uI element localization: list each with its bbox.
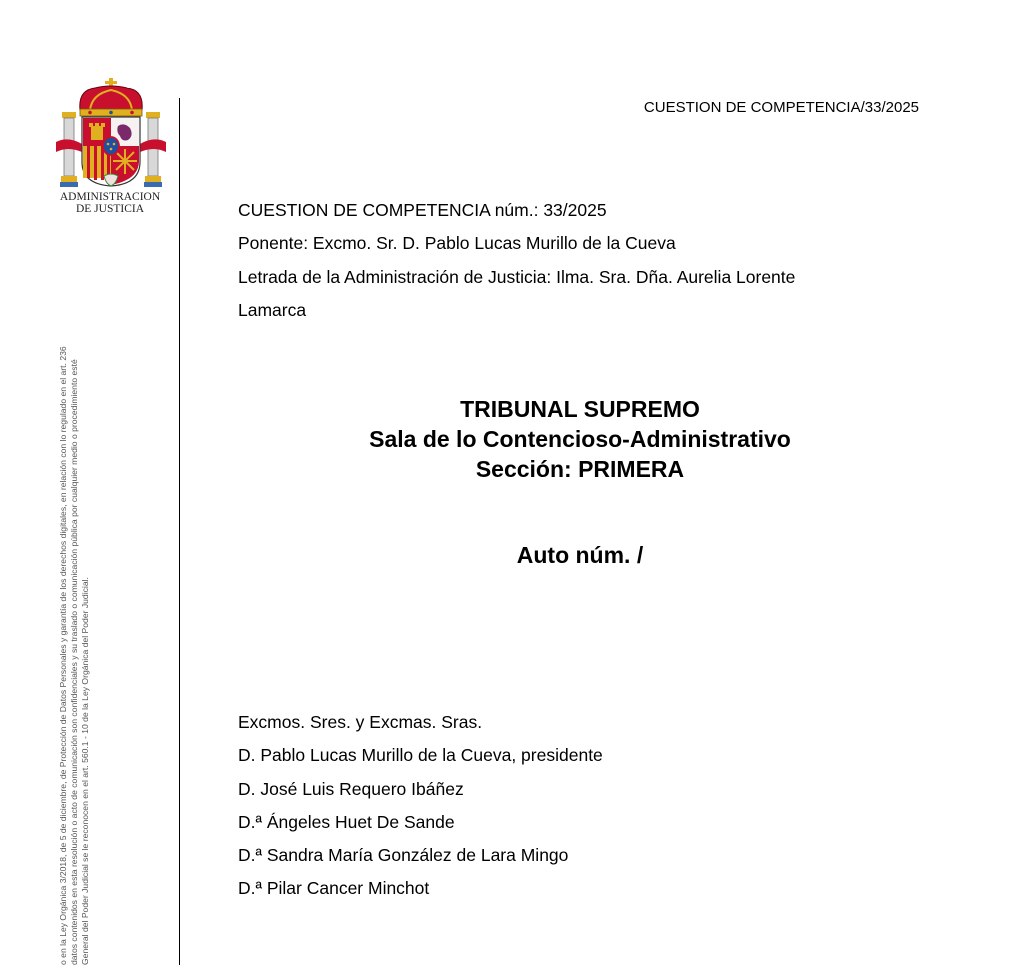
judge-member: D.ª Ángeles Huet De Sande <box>238 811 455 832</box>
judge-member: D. José Luis Requero Ibáñez <box>238 778 464 799</box>
court-section: Sección: PRIMERA <box>475 456 685 482</box>
vertical-legal-notice <box>58 245 91 965</box>
header-reference: CUESTION DE COMPETENCIA/33/2025 <box>643 99 919 116</box>
auto-title: Auto núm. / <box>516 542 644 568</box>
legal-notice-line3: General del Poder Judicial se le reconocen en el art. 560.1 - 10 de la Ley Orgánica del Poder Judicial. <box>80 577 90 965</box>
case-number: CUESTION DE COMPETENCIA núm.: 33/2025 <box>238 200 607 220</box>
judge-member: D.ª Pilar Cancer Minchot <box>238 878 430 899</box>
court-heading <box>280 394 880 484</box>
case-info <box>238 194 888 327</box>
organization-name <box>40 191 180 215</box>
judges-heading: Excmos. Sres. y Excmas. Sras. <box>238 712 483 732</box>
organization-name-line1: ADMINISTRACION <box>59 191 161 203</box>
letrada-line1: Letrada de la Administración de Justicia: Ilma. Sra. Dña. Aurelia Lorente <box>238 266 796 287</box>
legal-notice-line1: o en la Ley Orgánica 3/2018, de 5 de diciembre, de Protección de Datos Personales y garantía de los derechos digitales, en relación con lo regulado en el art. 236 <box>58 346 68 965</box>
margin-divider-line <box>179 98 180 965</box>
court-chamber: Sala de lo Contencioso-Administrativo <box>369 426 791 452</box>
ponente: Ponente: Excmo. Sr. D. Pablo Lucas Murillo de la Cueva <box>238 233 676 254</box>
organization-name-line2: DE JUSTICIA <box>75 203 145 215</box>
legal-notice-line2: datos contenidos en esta resolución o acto de comunicación son confidenciales y su traslado o comunicación pública por cualquier medio o procedimiento esté <box>69 359 79 965</box>
spain-coat-of-arms-icon <box>50 76 172 188</box>
judge-member: D.ª Sandra María González de Lara Mingo <box>238 845 569 866</box>
court-name: TRIBUNAL SUPREMO <box>460 396 700 422</box>
judge-member: D. Pablo Lucas Murillo de la Cueva, presidente <box>238 745 603 766</box>
judges-list <box>238 706 888 906</box>
letrada-line2: Lamarca <box>238 299 307 320</box>
